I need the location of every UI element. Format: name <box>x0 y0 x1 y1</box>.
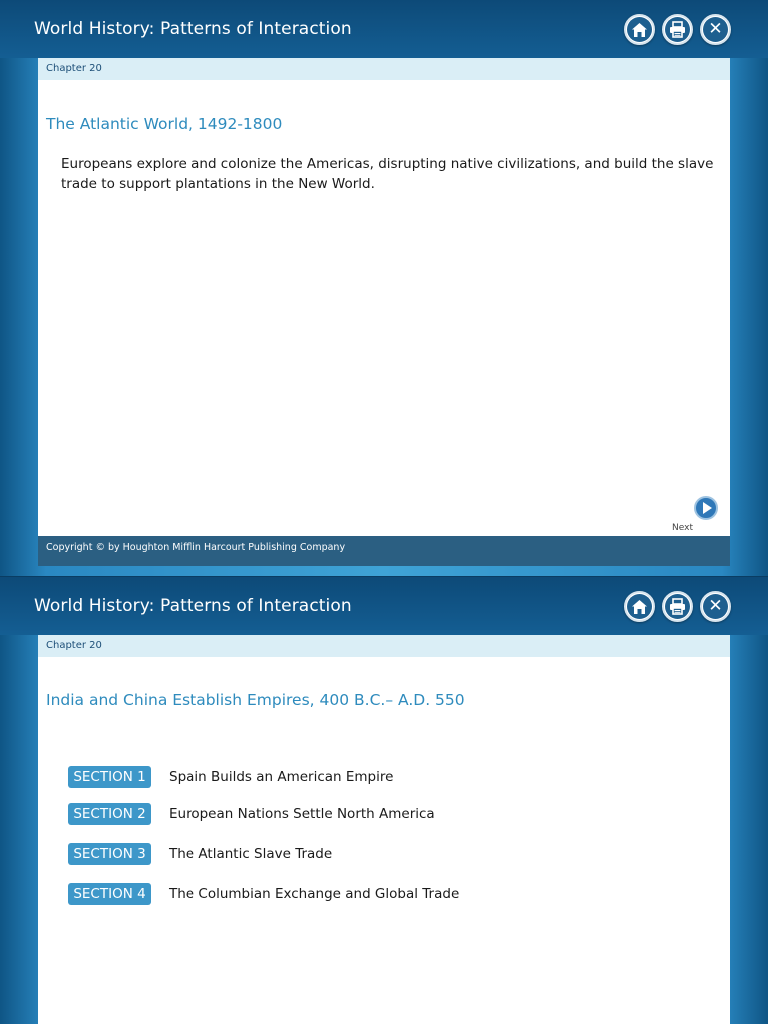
slide-2 <box>0 577 768 1024</box>
chapter-label: Chapter 20 <box>38 635 730 657</box>
section-label: Spain Builds an American Empire <box>169 769 394 785</box>
copyright-footer: Copyright © by Houghton Mifflin Harcourt Publishing Company <box>38 536 730 566</box>
play-icon <box>703 502 712 514</box>
section-link-3[interactable] <box>68 842 332 866</box>
section-badge: SECTION 2 <box>68 803 151 825</box>
section-label: European Nations Settle North America <box>169 806 435 822</box>
next-label: Next <box>672 523 693 533</box>
section-link-4[interactable] <box>68 882 459 906</box>
next-button[interactable] <box>694 496 718 520</box>
section-badge: SECTION 4 <box>68 883 151 905</box>
section-label: The Atlantic Slave Trade <box>169 846 333 862</box>
close-icon: ✕ <box>708 19 723 39</box>
slide-body-text: Europeans explore and colonize the Americas, disrupting native civilizations, and build the slave trade to support plantations in the New World. <box>61 156 714 192</box>
close-button[interactable] <box>700 591 731 622</box>
app-title: World History: Patterns of Interaction <box>34 19 352 39</box>
app-title: World History: Patterns of Interaction <box>34 596 352 616</box>
content-panel <box>38 635 730 1024</box>
print-button[interactable] <box>662 591 693 622</box>
close-button[interactable] <box>700 14 731 45</box>
home-button[interactable] <box>624 14 655 45</box>
printer-icon <box>669 21 686 38</box>
slide-title: The Atlantic World, 1492-1800 <box>46 115 283 133</box>
home-button[interactable] <box>624 591 655 622</box>
slide-title: India and China Establish Empires, 400 B.C.– A.D. 550 <box>46 691 465 709</box>
top-bar <box>0 0 768 58</box>
section-badge: SECTION 1 <box>68 766 151 788</box>
section-badge: SECTION 3 <box>68 843 151 865</box>
content-panel <box>38 58 730 536</box>
section-link-1[interactable] <box>68 765 393 789</box>
printer-icon <box>669 598 686 615</box>
section-link-2[interactable] <box>68 802 435 826</box>
home-icon <box>631 599 648 615</box>
chapter-label: Chapter 20 <box>38 58 730 80</box>
home-icon <box>631 22 648 38</box>
top-bar <box>0 577 768 635</box>
print-button[interactable] <box>662 14 693 45</box>
close-icon: ✕ <box>708 596 723 616</box>
section-label: The Columbian Exchange and Global Trade <box>169 886 460 902</box>
